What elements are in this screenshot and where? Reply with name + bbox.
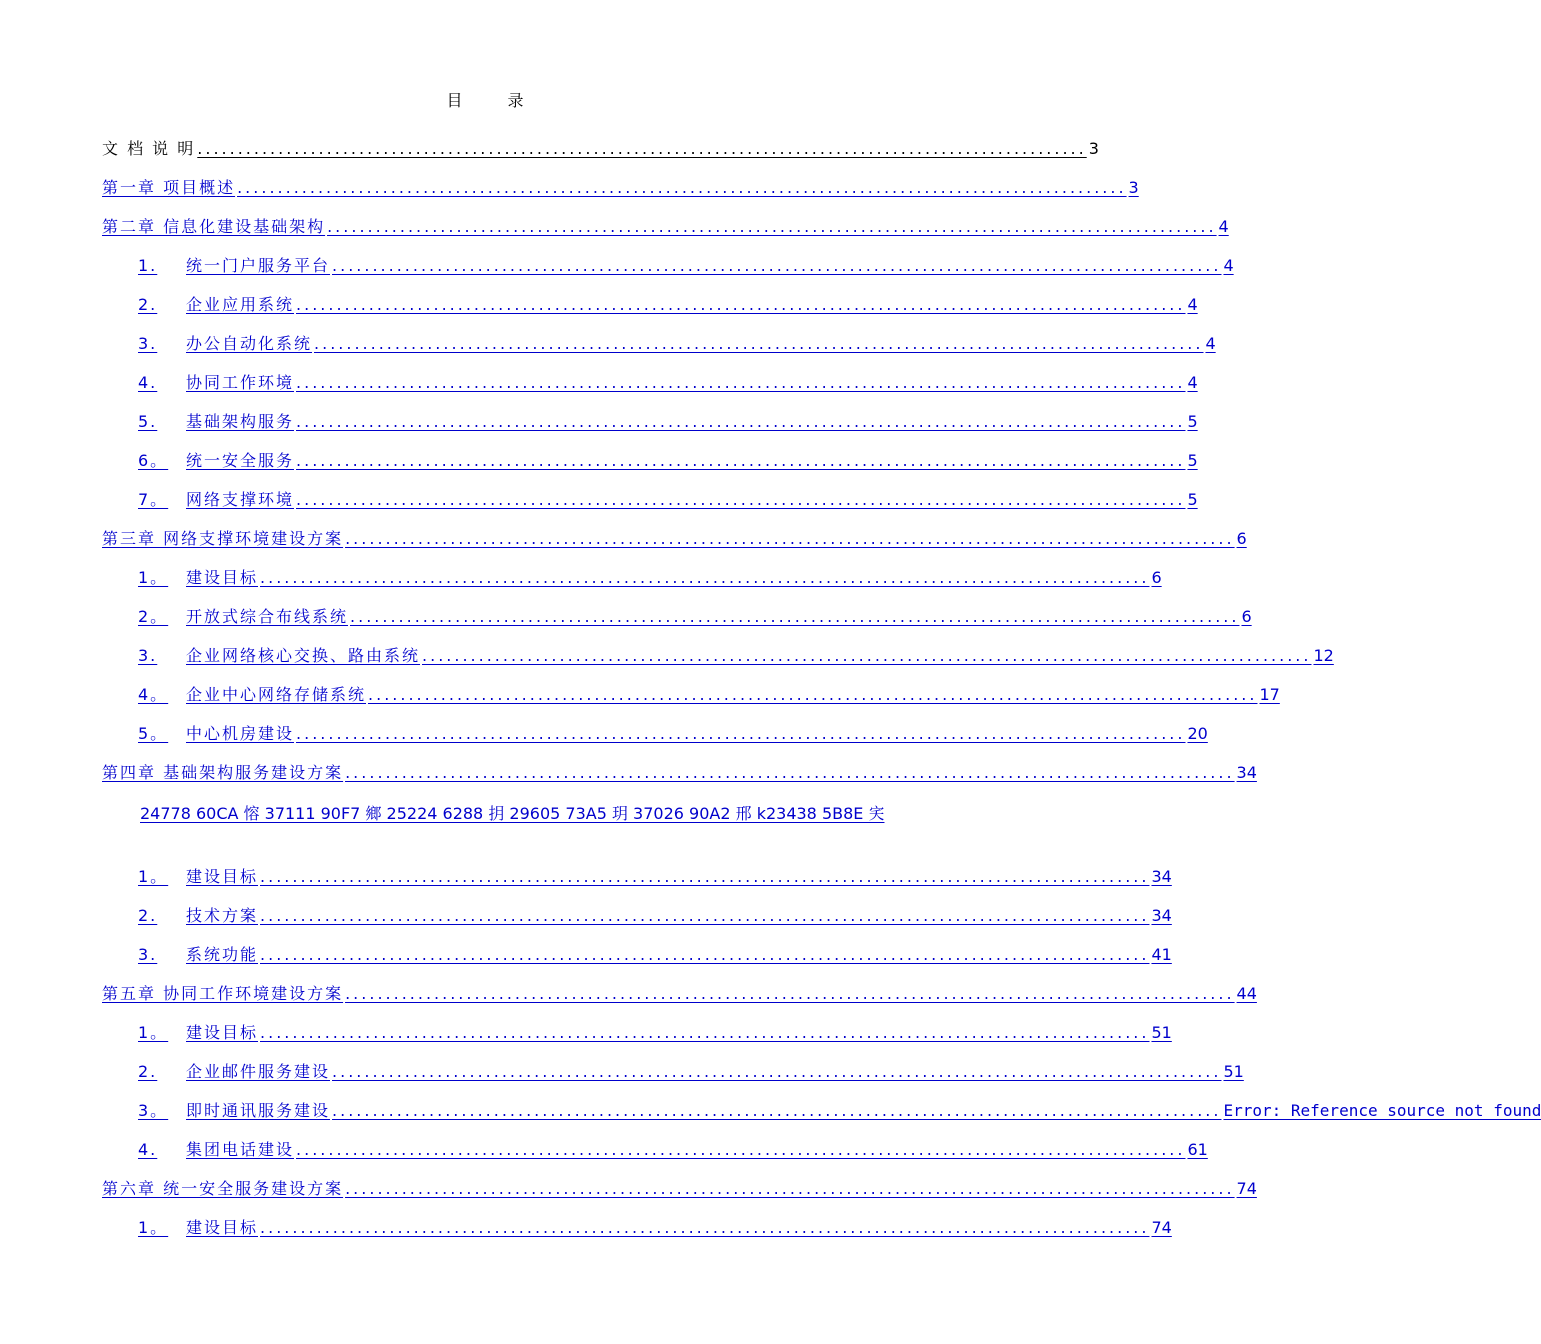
toc-entry[interactable] <box>138 294 1198 316</box>
toc-page-number: 6 <box>1151 568 1162 587</box>
toc-dot-leader: .............................................................................................................. <box>332 1101 1222 1120</box>
toc-page-number: 3 <box>1088 139 1099 158</box>
toc-page-number: 6 <box>1236 529 1247 548</box>
toc-page-number: 61 <box>1187 1140 1208 1159</box>
toc-entry-number: 2。 <box>138 607 169 626</box>
toc-entry-title: 统一安全服务 <box>186 451 295 470</box>
toc-entry-number: 3. <box>138 646 158 665</box>
toc-dot-leader: .............................................................................................................. <box>345 763 1235 782</box>
toc-entry-number: 2. <box>138 906 158 925</box>
toc-page-number: 4 <box>1205 334 1216 353</box>
toc-dot-leader: .............................................................................................................. <box>296 1140 1186 1159</box>
toc-entry-title: 第一章 项目概述 <box>102 178 236 197</box>
toc-page-number: 3 <box>1128 178 1139 197</box>
toc-page-number: 34 <box>1151 906 1172 925</box>
toc-dot-leader: .............................................................................................................. <box>350 607 1240 626</box>
toc-page-number: 51 <box>1151 1023 1172 1042</box>
toc-entry[interactable] <box>138 411 1198 433</box>
toc-entry[interactable] <box>138 684 1280 706</box>
toc-entry-title: 网络支撑环境 <box>186 490 295 509</box>
toc-entry[interactable] <box>138 1061 1244 1083</box>
toc-entry-number: 3. <box>138 945 158 964</box>
toc-entry-title: 基础架构服务 <box>186 412 295 431</box>
toc-page-number: 12 <box>1313 646 1334 665</box>
toc-entry-title: 系统功能 <box>186 945 259 964</box>
toc-entry[interactable] <box>102 983 1257 1005</box>
toc-entry[interactable] <box>138 645 1334 667</box>
toc-entry-title: 技术方案 <box>186 906 259 925</box>
toc-page-number: Error: Reference source not found <box>1223 1101 1541 1120</box>
toc-entry-number: 6。 <box>138 451 169 470</box>
toc-entry[interactable] <box>138 944 1172 966</box>
toc-entry[interactable] <box>138 606 1252 628</box>
toc-entry-number: 5。 <box>138 724 169 743</box>
toc-entry-title: 第三章 网络支撑环境建设方案 <box>102 529 344 548</box>
toc-dot-leader: .............................................................................................................. <box>260 568 1150 587</box>
toc-page-number: 74 <box>1151 1218 1172 1237</box>
toc-entry-number: 2. <box>138 1062 158 1081</box>
toc-entry-title: 企业邮件服务建设 <box>186 1062 331 1081</box>
toc-dot-leader: .............................................................................................................. <box>345 529 1235 548</box>
toc-entry-number: 1。 <box>138 1218 169 1237</box>
toc-dot-leader: .............................................................................................................. <box>296 295 1186 314</box>
toc-page-number: 5 <box>1187 412 1198 431</box>
toc-entry[interactable] <box>138 333 1216 355</box>
toc-entry-title: 中心机房建设 <box>186 724 295 743</box>
toc-entry[interactable] <box>138 1217 1172 1239</box>
page-title: 目 录 <box>446 91 544 110</box>
toc-dot-leader: .............................................................................................................. <box>296 412 1186 431</box>
toc-page-number: 17 <box>1259 685 1280 704</box>
toc-entry[interactable] <box>138 1022 1172 1044</box>
toc-dot-leader: .............................................................................................................. <box>296 451 1186 470</box>
toc-entry[interactable] <box>102 177 1139 199</box>
toc-entry-title: 建设目标 <box>186 867 259 886</box>
toc-entry[interactable] <box>138 255 1234 277</box>
toc-entry[interactable] <box>102 1178 1257 1200</box>
toc-page-number: 4 <box>1187 373 1198 392</box>
toc-entry-title: 第五章 协同工作环境建设方案 <box>102 984 344 1003</box>
toc-page-number: 5 <box>1187 490 1198 509</box>
toc-dot-leader: .............................................................................................................. <box>345 1179 1235 1198</box>
toc-entry-number: 4. <box>138 373 158 392</box>
toc-dot-leader: .............................................................................................................. <box>260 1218 1150 1237</box>
toc-dot-leader: .............................................................................................................. <box>260 867 1150 886</box>
toc-dot-leader: .............................................................................................................. <box>332 256 1222 275</box>
toc-page-number: 74 <box>1236 1179 1257 1198</box>
toc-entry-title: 统一门户服务平台 <box>186 256 331 275</box>
toc-dot-leader: .............................................................................................................. <box>260 1023 1150 1042</box>
toc-dot-leader: .............................................................................................................. <box>332 1062 1222 1081</box>
toc-entry[interactable] <box>138 372 1198 394</box>
toc-entry-title: 办公自动化系统 <box>186 334 313 353</box>
toc-entry[interactable] <box>138 866 1172 888</box>
toc-entry[interactable] <box>138 567 1162 589</box>
toc-entry-number: 4。 <box>138 685 169 704</box>
toc-entry-title: 文 档 说 明 <box>102 139 196 158</box>
toc-entry-title: 企业应用系统 <box>186 295 295 314</box>
toc-entry[interactable] <box>138 489 1198 511</box>
toc-entry-number: 1。 <box>138 1023 169 1042</box>
toc-entry[interactable] <box>138 1100 1541 1122</box>
toc-page-number: 41 <box>1151 945 1172 964</box>
toc-dot-leader: .............................................................................................................. <box>296 373 1186 392</box>
toc-entry[interactable] <box>102 762 1257 784</box>
toc-entry[interactable] <box>102 216 1229 238</box>
toc-entry-title: 建设目标 <box>186 1218 259 1237</box>
garbled-field-code-line[interactable]: 24778 60CA 愹 37111 90F7 鄉 25224 6288 抈 29605 73A5 玥 37026 90A2 邢 k23438 5B8E 宎 <box>140 804 885 823</box>
toc-dot-leader: .............................................................................................................. <box>237 178 1127 197</box>
toc-page-number: 20 <box>1187 724 1208 743</box>
toc-entry-title: 开放式综合布线系统 <box>186 607 349 626</box>
toc-dot-leader: .............................................................................................................. <box>345 984 1235 1003</box>
toc-page-number: 34 <box>1236 763 1257 782</box>
toc-entry[interactable] <box>138 723 1208 745</box>
toc-dot-leader: .............................................................................................................. <box>296 490 1186 509</box>
toc-entry-title: 第二章 信息化建设基础架构 <box>102 217 326 236</box>
toc-dot-leader: .............................................................................................................. <box>260 945 1150 964</box>
toc-entry-number: 3. <box>138 334 158 353</box>
toc-entry-number: 1. <box>138 256 158 275</box>
toc-dot-leader: .............................................................................................................. <box>327 217 1217 236</box>
toc-entry-number: 3。 <box>138 1101 169 1120</box>
toc-entry-title: 即时通讯服务建设 <box>186 1101 331 1120</box>
toc-entry-title: 建设目标 <box>186 568 259 587</box>
toc-dot-leader: .............................................................................................................. <box>314 334 1204 353</box>
toc-page-number: 5 <box>1187 451 1198 470</box>
toc-page-number: 51 <box>1223 1062 1244 1081</box>
toc-page-number: 34 <box>1151 867 1172 886</box>
toc-entry <box>102 138 1099 160</box>
toc-page-number: 44 <box>1236 984 1257 1003</box>
toc-entry[interactable] <box>138 905 1172 927</box>
toc-page-number: 4 <box>1223 256 1234 275</box>
toc-entry-title: 协同工作环境 <box>186 373 295 392</box>
toc-entry-number: 1。 <box>138 568 169 587</box>
toc-dot-leader: .............................................................................................................. <box>197 139 1087 158</box>
toc-entry-number: 1。 <box>138 867 169 886</box>
toc-dot-leader: .............................................................................................................. <box>368 685 1258 704</box>
toc-entry-title: 企业网络核心交换、路由系统 <box>186 646 421 665</box>
toc-entry-title: 建设目标 <box>186 1023 259 1042</box>
toc-dot-leader: .............................................................................................................. <box>260 906 1150 925</box>
toc-page-number: 4 <box>1187 295 1198 314</box>
toc-entry-number: 7。 <box>138 490 169 509</box>
toc-entry-title: 第四章 基础架构服务建设方案 <box>102 763 344 782</box>
toc-entry[interactable] <box>138 1139 1208 1161</box>
toc-page-number: 4 <box>1218 217 1229 236</box>
toc-entry-number: 2. <box>138 295 158 314</box>
toc-entry-number: 4. <box>138 1140 158 1159</box>
toc-entry[interactable] <box>102 528 1247 550</box>
toc-entry-title: 第六章 统一安全服务建设方案 <box>102 1179 344 1198</box>
toc-entry[interactable] <box>138 450 1198 472</box>
toc-entry-number: 5. <box>138 412 158 431</box>
toc-dot-leader: .............................................................................................................. <box>296 724 1186 743</box>
toc-page-number: 6 <box>1241 607 1252 626</box>
toc-entry-title: 集团电话建设 <box>186 1140 295 1159</box>
toc-entry-title: 企业中心网络存储系统 <box>186 685 367 704</box>
toc-dot-leader: .............................................................................................................. <box>422 646 1312 665</box>
